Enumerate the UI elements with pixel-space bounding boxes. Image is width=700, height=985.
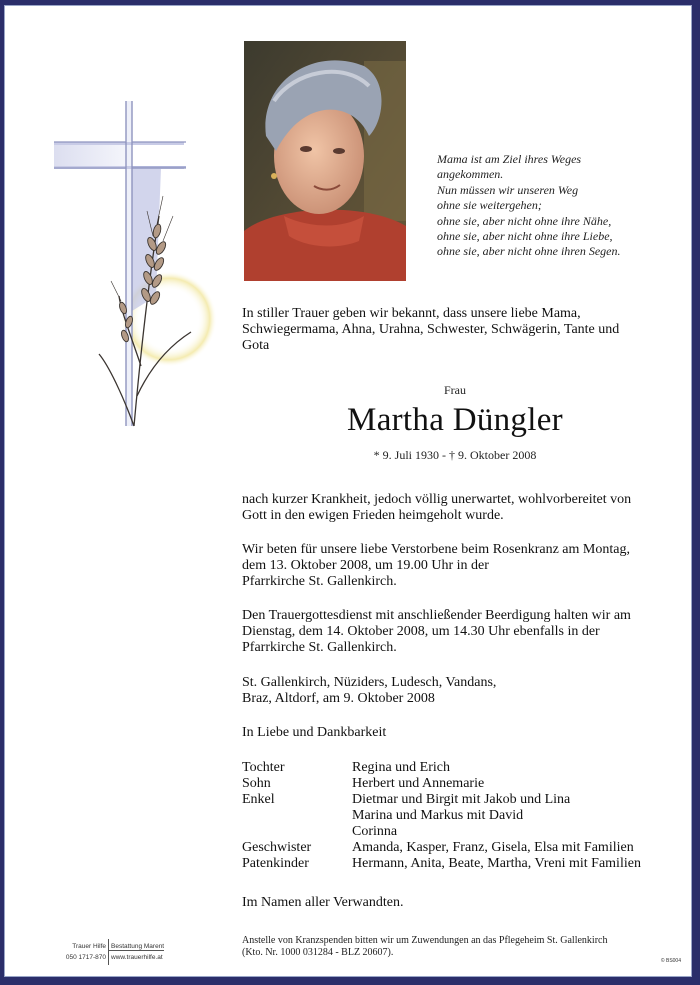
text-line: nach kurzer Krankheit, jedoch völlig unerwartet, wohlvorbereitet von — [242, 492, 632, 507]
cross-icon — [54, 101, 186, 426]
relative-names: Amanda, Kasper, Franz, Gisela, Elsa mit Familien — [352, 840, 634, 855]
deceased-name: Martha Düngler — [347, 402, 563, 438]
relatives-row — [242, 808, 682, 824]
relatives-row — [242, 776, 682, 792]
closing-line: Im Namen aller Verwandten. — [242, 895, 404, 910]
text-line: Den Trauergottesdienst mit anschließender Beerdigung halten wir am — [242, 608, 631, 623]
relative-names: Regina und Erich — [352, 760, 450, 775]
text-line: Gott in den ewigen Frieden heimgeholt wurde. — [242, 508, 504, 523]
relative-role: Enkel — [242, 792, 275, 807]
logo-company: Bestattung Marent — [111, 943, 165, 950]
poem-line: ohne sie weitergehen; — [437, 198, 542, 213]
intro-line: In stiller Trauer geben wir bekannt, dass unsere liebe Mama, — [242, 306, 581, 321]
text-line: Pfarrkirche St. Gallenkirch. — [242, 574, 397, 589]
relatives-row — [242, 824, 682, 840]
text-line: Braz, Altdorf, am 9. Oktober 2008 — [242, 691, 435, 706]
logo-divider — [108, 939, 109, 965]
relative-role: Tochter — [242, 760, 285, 775]
text-line: Dienstag, dem 14. Oktober 2008, um 14.30 Uhr ebenfalls in der — [242, 624, 600, 639]
text-line: Pfarrkirche St. Gallenkirch. — [242, 640, 397, 655]
donation-line: (Kto. Nr. 1000 031284 - BLZ 20607). — [242, 946, 394, 958]
salutation: Frau — [444, 383, 466, 397]
text-line: dem 13. Oktober 2008, um 19.00 Uhr in der — [242, 558, 489, 573]
relative-names: Herbert und Annemarie — [352, 776, 485, 791]
relative-role: Geschwister — [242, 840, 312, 855]
copyright: © BS004 — [660, 958, 681, 964]
relatives-list — [242, 760, 682, 872]
relative-role: Sohn — [242, 776, 271, 791]
donation-note — [242, 935, 662, 958]
paragraph-places-date — [242, 675, 667, 707]
cross-wheat-illustration — [51, 96, 221, 436]
poem-line: ohne sie, aber nicht ohne ihre Liebe, — [437, 229, 613, 244]
text-line: Wir beten für unsere liebe Verstorbene beim Rosenkranz am Montag, — [242, 542, 630, 557]
portrait-photo — [244, 41, 406, 281]
intro-line: Gota — [242, 338, 270, 353]
intro-line: Schwiegermama, Ahna, Urahna, Schwester, Schwägerin, Tante und — [242, 322, 620, 337]
obituary-page — [4, 5, 692, 977]
poem-line: Nun müssen wir unseren Weg — [437, 182, 579, 197]
poem-line: Mama ist am Ziel ihres Weges — [437, 152, 582, 166]
paragraph-gratitude: In Liebe und Dankbarkeit — [242, 725, 387, 740]
funeral-home-logo — [58, 943, 168, 969]
announcement-intro — [242, 306, 662, 354]
life-dates: * 9. Juli 1930 - † 9. Oktober 2008 — [373, 448, 537, 462]
relative-names: Hermann, Anita, Beate, Martha, Vreni mit Familien — [352, 856, 641, 871]
poem-line: ohne sie, aber nicht ohne ihre Nähe, — [437, 213, 612, 228]
relative-role — [242, 824, 352, 840]
relative-role: Patenkinder — [242, 856, 309, 871]
logo-website: www.trauerhilfe.at — [111, 954, 163, 961]
relative-names: Dietmar und Birgit mit Jakob und Lina — [352, 792, 571, 807]
relatives-row — [242, 792, 682, 808]
relatives-row — [242, 840, 682, 856]
poem-line: angekommen. — [437, 167, 504, 182]
logo-brand: Trauer Hilfe — [72, 943, 106, 950]
relative-names: Corinna — [352, 824, 398, 839]
poem-line: ohne sie, aber nicht ohne ihren Segen. — [437, 244, 621, 259]
paragraph-rosary — [242, 542, 667, 590]
paragraph-funeral — [242, 608, 667, 656]
text-line: St. Gallenkirch, Nüziders, Ludesch, Vandans, — [242, 675, 497, 690]
logo-divider — [108, 950, 164, 951]
paragraph-passing — [242, 492, 667, 524]
donation-line: Anstelle von Kranzspenden bitten wir um Zuwendungen an das Pflegeheim St. Gallenkirch — [242, 935, 608, 946]
poem — [437, 152, 677, 260]
relative-names: Marina und Markus mit David — [352, 808, 524, 823]
relative-role — [242, 808, 352, 824]
relatives-row — [242, 760, 682, 776]
logo-phone: 050 1717-870 — [65, 954, 106, 961]
relatives-row — [242, 856, 682, 872]
